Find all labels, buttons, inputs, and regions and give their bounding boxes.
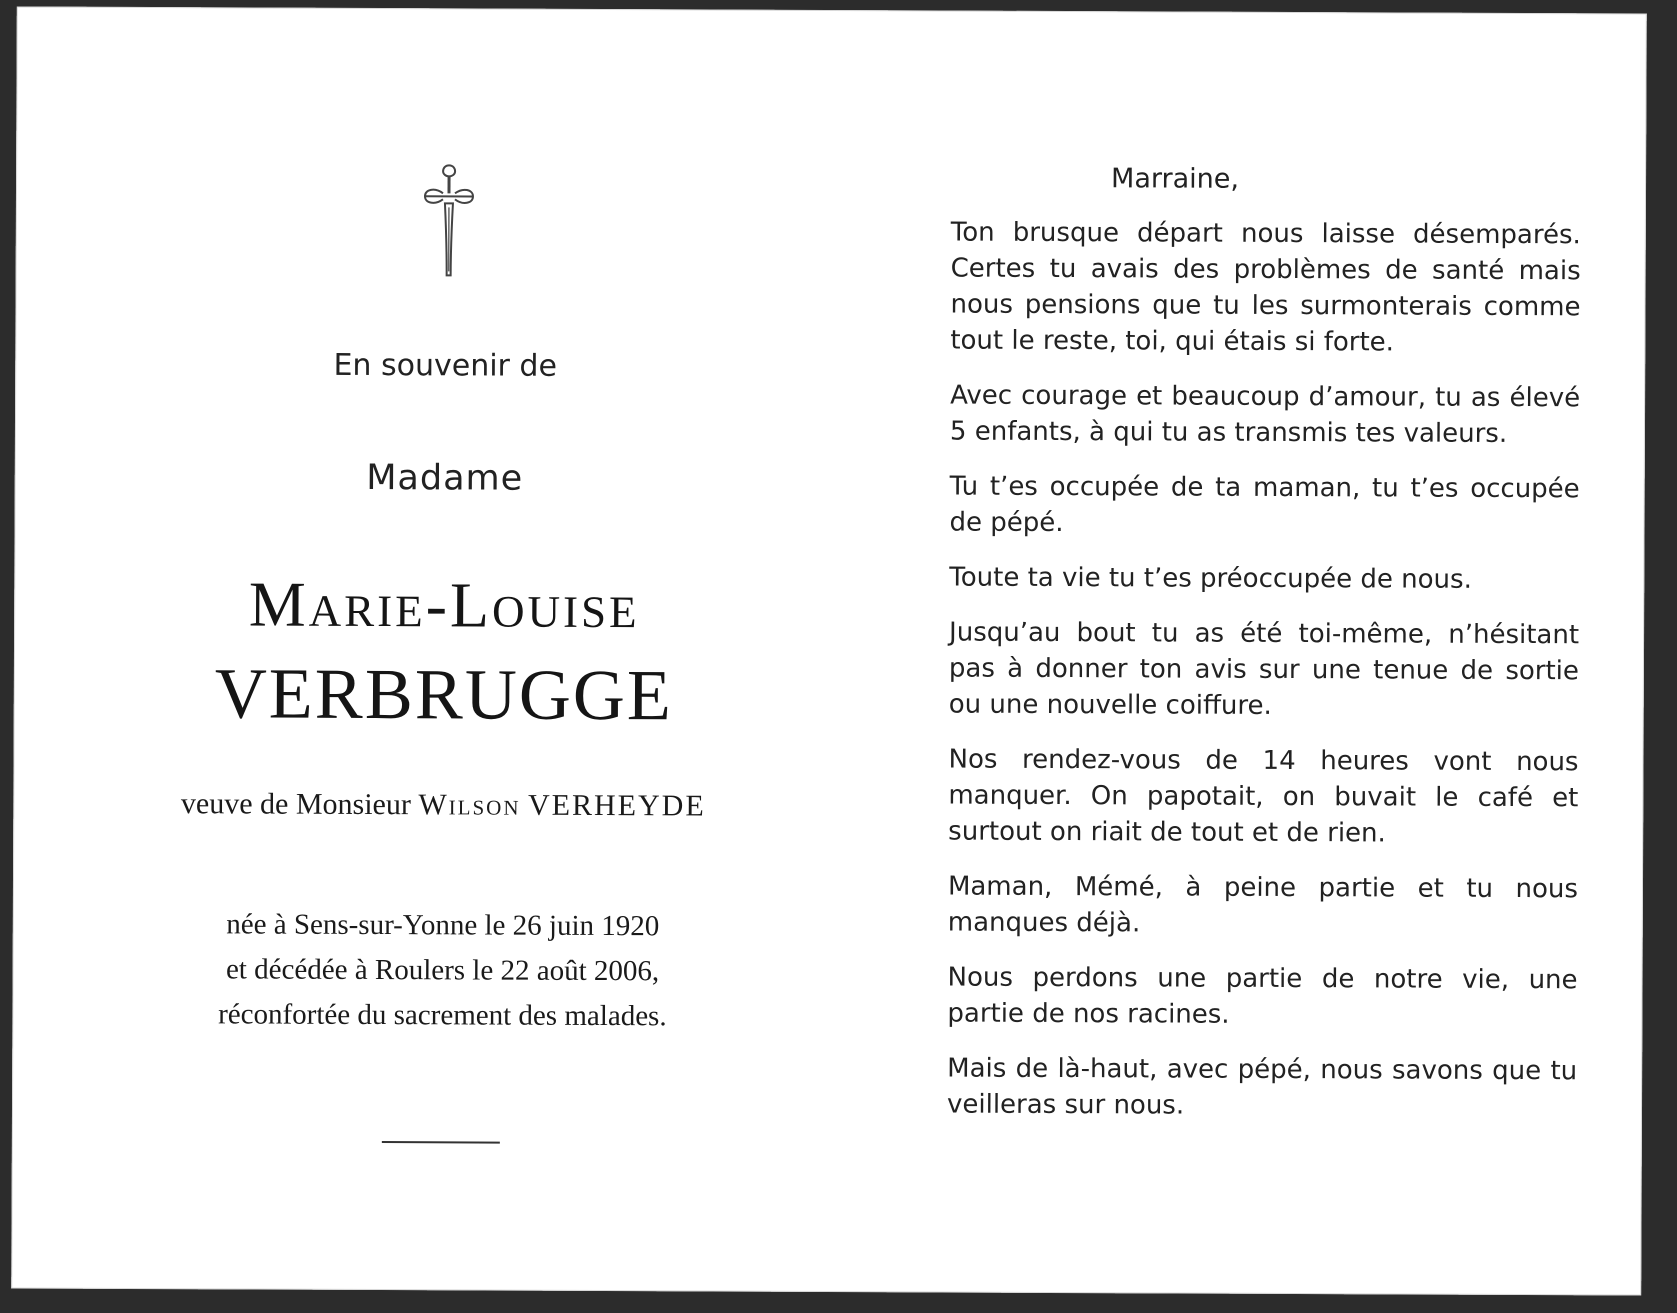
tribute-paragraph: Toute ta vie tu t’es préoccupée de nous. (949, 562, 1472, 595)
divider-rule (382, 1141, 500, 1144)
left-panel (11, 6, 877, 1292)
in-memory-heading: En souvenir de (333, 347, 558, 384)
memorial-card (11, 6, 1647, 1295)
tribute-text (947, 161, 1581, 1145)
tribute-paragraph: Ton brusque départ nous laisse désemparés. Certes tu avais des problèmes de santé mais nous pensions que tu les surmonterais comme tout le reste, toi, qui étais si forte. (950, 217, 1581, 358)
sacrament-line: réconfortée du sacrement des malades. (218, 998, 667, 1033)
salutation: Marraine, (1110, 163, 1240, 195)
life-dates (12, 901, 873, 1040)
tribute-paragraph: Jusqu’au bout tu as été toi-même, n’hésitant pas à donner ton avis sur une tenue de sortie ou une nouvelle coiffure. (948, 617, 1580, 721)
deceased-last-name: VERBRUGGE (214, 653, 673, 736)
widow-line (13, 786, 873, 824)
tribute-paragraph: Nous perdons une partie de notre vie, une partie de nos racines. (947, 962, 1578, 1030)
widow-prefix: veuve de Monsieur (180, 787, 411, 822)
cross-icon (421, 163, 478, 283)
tribute-paragraph: Avec courage et beaucoup d’amour, tu as élevé 5 enfants, à qui tu as transmis tes valeurs. (949, 380, 1581, 449)
honorific-title: Madame (366, 457, 524, 499)
death-line: et décédée à Roulers le 22 août 2006, (225, 953, 660, 988)
tribute-paragraph: Tu t’es occupée de ta maman, tu t’es occupée de pépé. (949, 471, 1580, 539)
husband-first-name: Wilson (418, 788, 521, 822)
deceased-first-name: Marie-Louise (248, 568, 640, 642)
tribute-paragraph: Nos rendez-vous de 14 heures vont nous manquer. On papotait, on buvait le café et surtout on riait de tout et de rien. (948, 744, 1579, 849)
tribute-paragraph: Mais de là-haut, avec pépé, nous savons que tu veilleras sur nous. (946, 1053, 1578, 1121)
birth-line: née à Sens-sur-Yonne le 26 juin 1920 (226, 908, 660, 943)
husband-last-name: VERHEYDE (527, 788, 706, 823)
tribute-paragraph: Maman, Mémé, à peine partie et tu nous manques déjà. (947, 871, 1579, 939)
